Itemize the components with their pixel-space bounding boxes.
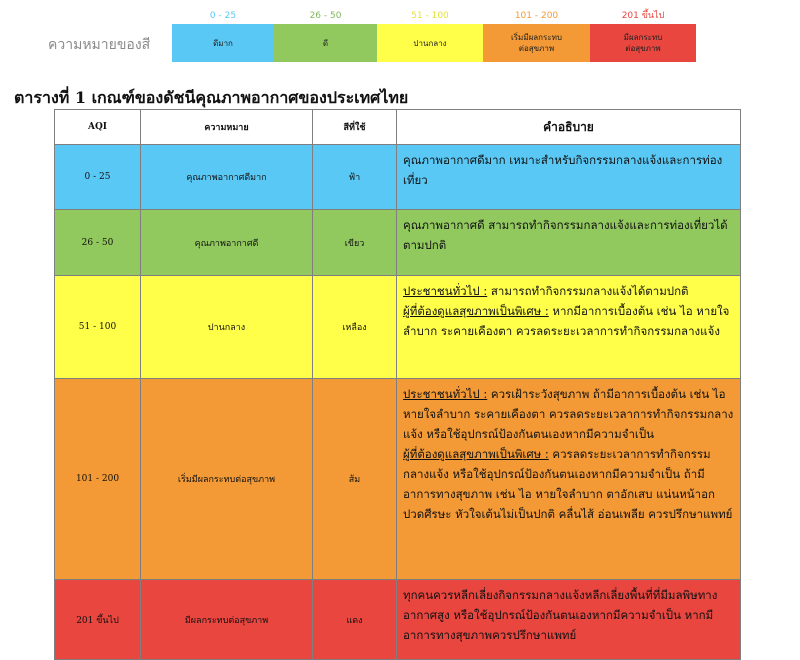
general-public-label: ประชาชนทั่วไป : [403,284,488,298]
header-description: คำอธิบาย [397,110,741,145]
legend-range-2: 51 - 100 [411,11,449,21]
description-text: ทุกคนควรหลีกเลี่ยงกิจกรรมกลางแจ้งหลีกเลี่ยงพื้นที่ที่มีมลพิษทางอากาศสูง หรือใช้อุปกรณ์ป้องกันตนเองหากมีความจำเป็น หากมีอาการทางสุขภาพควรปรึกษาแพทย์ [403,588,718,642]
color-name-cell: เขียว [313,210,397,276]
color-name-cell: ฟ้า [313,145,397,210]
description-text: คุณภาพอากาศดีมาก เหมาะสำหรับกิจกรรมกลางแจ้งและการท่องเที่ยว [403,153,723,187]
legend-box-0 [172,24,274,62]
description-cell [397,276,741,379]
legend-label: ความหมายของสี [48,37,151,53]
aqi-range-cell: 26 - 50 [55,210,141,276]
aqi-range-cell: 51 - 100 [55,276,141,379]
legend-box-2 [377,24,483,62]
description-cell [397,145,741,210]
legend-range-3: 101 - 200 [514,11,559,21]
general-public-text: สามารถทำกิจกรรมกลางแจ้งได้ตามปกติ [487,284,689,298]
table-row-unhealthy [55,580,741,660]
legend-ranges [172,10,696,22]
meaning-cell: เริ่มมีผลกระทบต่อสุขภาพ [141,379,313,580]
legend-range-1: 26 - 50 [309,11,342,21]
sensitive-group-label: ผู้ที่ต้องดูแลสุขภาพเป็นพิเศษ : [403,447,549,461]
aqi-range-cell: 101 - 200 [55,379,141,580]
table-header-row [55,110,741,145]
sensitive-group-text: ควรลดระยะเวลาการทำกิจกรรมกลางแจ้ง หรือใช้อุปกรณ์ป้องกันตนเองหากมีความจำเป็น ถ้ามีอาการทางสุขภาพ เช่น ไอ หายใจลำบาก ตาอักเสบ แน่นหน้าอก ปวดศีรษะ หัวใจเต้นไม่เป็นปกติ คลื่นไส้ อ่อนเพลีย ควรปรึกษาแพทย์ [403,447,733,521]
table-row-good [55,210,741,276]
general-public-advice [403,384,736,444]
color-name-cell: แดง [313,580,397,660]
table-row-moderate [55,276,741,379]
legend-color-scale [172,24,696,62]
aqi-range-cell: 201 ขึ้นไป [55,580,141,660]
legend-box-4 [590,24,696,62]
aqi-criteria-table [54,109,741,660]
sensitive-group-label: ผู้ที่ต้องดูแลสุขภาพเป็นพิเศษ : [403,304,549,318]
description-cell [397,210,741,276]
sensitive-group-advice [403,301,736,341]
color-name-cell: ส้ม [313,379,397,580]
table-row-unhealthy-sensitive [55,379,741,580]
sensitive-group-advice [403,444,736,524]
legend-box-label: มีผลกระทบ ต่อสุขภาพ [623,33,663,53]
legend-range-0: 0 - 25 [209,11,237,21]
legend-box-label: ดีมาก [213,38,233,48]
meaning-cell: คุณภาพอากาศดี [141,210,313,276]
sensitive-group-text: หากมีอาการเบื้องต้น เช่น ไอ หายใจลำบาก ระคายเคืองตา ควรลดระยะเวลาการทำกิจกรรมกลางแจ้ง [403,304,730,338]
legend-box-label: เริ่มมีผลกระทบ ต่อสุขภาพ [511,33,562,53]
description-cell [397,379,741,580]
aqi-range-cell: 0 - 25 [55,145,141,210]
general-public-label: ประชาชนทั่วไป : [403,387,488,401]
header-aqi: AQI [55,110,141,145]
meaning-cell: ปานกลาง [141,276,313,379]
legend-box-3 [483,24,590,62]
table-row-very-good [55,145,741,210]
legend-box-1 [274,24,377,62]
table-heading: ตารางที่ 1 เกณฑ์ของดัชนีคุณภาพอากาศของประเทศไทย [14,88,409,107]
legend-box-label: ดี [322,38,329,48]
color-name-cell: เหลือง [313,276,397,379]
description-text: คุณภาพอากาศดี สามารถทำกิจกรรมกลางแจ้งและการท่องเที่ยวได้ตามปกติ [403,218,728,252]
legend-range-4: 201 ขึ้นไป [621,11,665,21]
general-public-advice [403,281,736,301]
general-public-text: ควรเฝ้าระวังสุขภาพ ถ้ามีอาการเบื้องต้น เช่น ไอ หายใจลำบาก ระคายเคืองตา ควรลดระยะเวลาการทำกิจกรรมกลางแจ้ง หรือใช้อุปกรณ์ป้องกันตนเองหากมีความจำเป็น [403,387,734,441]
header-color: สีที่ใช้ [313,110,397,145]
header-meaning: ความหมาย [141,110,313,145]
meaning-cell: มีผลกระทบต่อสุขภาพ [141,580,313,660]
meaning-cell: คุณภาพอากาศดีมาก [141,145,313,210]
legend-box-label: ปานกลาง [413,38,447,48]
description-cell [397,580,741,660]
